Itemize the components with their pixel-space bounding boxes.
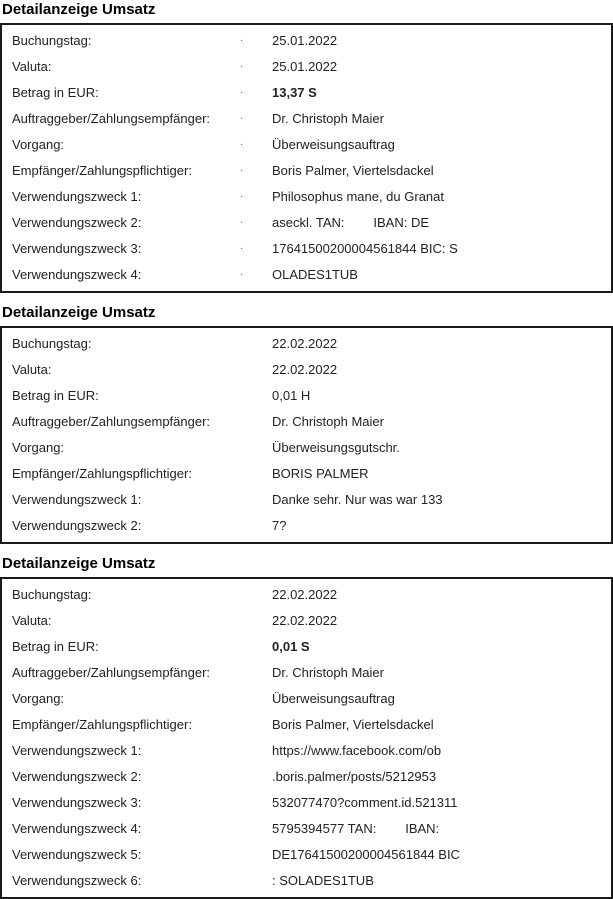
field-label: Valuta: [12, 58, 52, 74]
section-title: Detailanzeige Umsatz [2, 555, 156, 572]
field-label: Verwendungszweck 3: [12, 794, 142, 810]
detail-row [2, 183, 611, 209]
detail-row [2, 607, 611, 633]
field-value-amount: 0,01 H [272, 387, 311, 403]
field-value: Danke sehr. Nur was war 133 [272, 491, 443, 507]
detail-row [2, 763, 611, 789]
detail-row [2, 581, 611, 607]
field-label: Vorgang: [12, 690, 65, 706]
detail-row [2, 235, 611, 261]
section-title: Detailanzeige Umsatz [2, 304, 156, 321]
field-value: : SOLADES1TUB [272, 872, 374, 888]
field-label: Auftraggeber/Zahlungsempfänger: [12, 110, 211, 126]
detail-row [2, 53, 611, 79]
field-value: 17641500200004561844 BIC: S [272, 240, 458, 256]
field-value: DE17641500200004561844 BIC [272, 846, 460, 862]
field-label: Verwendungszweck 2: [12, 768, 142, 784]
field-value: Überweisungsgutschr. [272, 439, 400, 455]
separator-dot: · [240, 242, 244, 254]
transaction-detail-box [0, 326, 613, 544]
detail-row [2, 867, 611, 893]
separator-dot: · [240, 190, 244, 202]
field-value: Boris Palmer, Viertelsdackel [272, 716, 434, 732]
field-label: Auftraggeber/Zahlungsempfänger: [12, 664, 211, 680]
separator-dot: · [240, 112, 244, 124]
separator-dot: · [240, 268, 244, 280]
field-value: 25.01.2022 [272, 32, 338, 48]
detail-row [2, 27, 611, 53]
detail-row [2, 434, 611, 460]
field-label: Empfänger/Zahlungspflichtiger: [12, 716, 192, 732]
field-label: Verwendungszweck 4: [12, 266, 142, 282]
field-label: Valuta: [12, 361, 52, 377]
detail-row [2, 633, 611, 659]
separator-dot: · [240, 138, 244, 150]
detail-row [2, 105, 611, 131]
detail-row [2, 841, 611, 867]
field-value: 22.02.2022 [272, 335, 338, 351]
field-label: Buchungstag: [12, 32, 92, 48]
field-value: 22.02.2022 [272, 586, 338, 602]
field-label: Verwendungszweck 2: [12, 214, 142, 230]
detail-row [2, 330, 611, 356]
detail-row [2, 737, 611, 763]
section-title: Detailanzeige Umsatz [2, 1, 156, 18]
field-value: https://www.facebook.com/ob [272, 742, 442, 758]
transaction-detail-box [0, 23, 613, 293]
field-value-amount: 0,01 S [272, 638, 310, 654]
field-label: Verwendungszweck 1: [12, 742, 142, 758]
field-value: Dr. Christoph Maier [272, 664, 384, 680]
field-label: Empfänger/Zahlungspflichtiger: [12, 465, 192, 481]
field-label: Betrag in EUR: [12, 84, 99, 100]
field-value: Überweisungsauftrag [272, 136, 395, 152]
detail-row [2, 356, 611, 382]
field-label: Verwendungszweck 1: [12, 188, 142, 204]
field-value: Dr. Christoph Maier [272, 413, 384, 429]
field-value: Boris Palmer, Viertelsdackel [272, 162, 434, 178]
field-label: Verwendungszweck 2: [12, 517, 142, 533]
field-value: aseckl. TAN: IBAN: DE [272, 214, 430, 230]
field-value: 5795394577 TAN: IBAN: [272, 820, 440, 836]
separator-dot: · [240, 86, 244, 98]
field-label: Valuta: [12, 612, 52, 628]
field-label: Verwendungszweck 3: [12, 240, 142, 256]
field-value: 7? [272, 517, 287, 533]
separator-dot: · [240, 34, 244, 46]
detail-row [2, 209, 611, 235]
transaction-detail-box [0, 577, 613, 899]
detail-row [2, 789, 611, 815]
field-value: Überweisungsauftrag [272, 690, 395, 706]
detail-row [2, 157, 611, 183]
field-label: Verwendungszweck 6: [12, 872, 142, 888]
field-value: 532077470?comment.id.521311 [272, 794, 458, 810]
detail-row [2, 486, 611, 512]
field-value: 22.02.2022 [272, 612, 338, 628]
field-label: Empfänger/Zahlungspflichtiger: [12, 162, 192, 178]
field-value: 22.02.2022 [272, 361, 338, 377]
detail-row [2, 460, 611, 486]
field-label: Betrag in EUR: [12, 387, 99, 403]
detail-row [2, 79, 611, 105]
detail-row [2, 131, 611, 157]
field-value: Dr. Christoph Maier [272, 110, 384, 126]
separator-dot: · [240, 164, 244, 176]
field-label: Verwendungszweck 1: [12, 491, 142, 507]
field-value: .boris.palmer/posts/5212953 [272, 768, 437, 784]
detail-row [2, 261, 611, 287]
detail-row [2, 659, 611, 685]
field-label: Buchungstag: [12, 586, 92, 602]
separator-dot: · [240, 216, 244, 228]
field-label: Vorgang: [12, 136, 65, 152]
field-value: BORIS PALMER [272, 465, 369, 481]
detail-row [2, 711, 611, 737]
detail-row [2, 815, 611, 841]
field-value-amount: 13,37 S [272, 84, 317, 100]
field-value: 25.01.2022 [272, 58, 338, 74]
field-label: Betrag in EUR: [12, 638, 99, 654]
separator-dot: · [240, 60, 244, 72]
field-label: Auftraggeber/Zahlungsempfänger: [12, 413, 211, 429]
detail-row [2, 382, 611, 408]
field-label: Buchungstag: [12, 335, 92, 351]
detail-row [2, 408, 611, 434]
field-value: Philosophus mane, du Granat [272, 188, 444, 204]
field-label: Verwendungszweck 4: [12, 820, 142, 836]
detail-row [2, 685, 611, 711]
detail-row [2, 512, 611, 538]
field-label: Verwendungszweck 5: [12, 846, 142, 862]
field-value: OLADES1TUB [272, 266, 358, 282]
field-label: Vorgang: [12, 439, 65, 455]
